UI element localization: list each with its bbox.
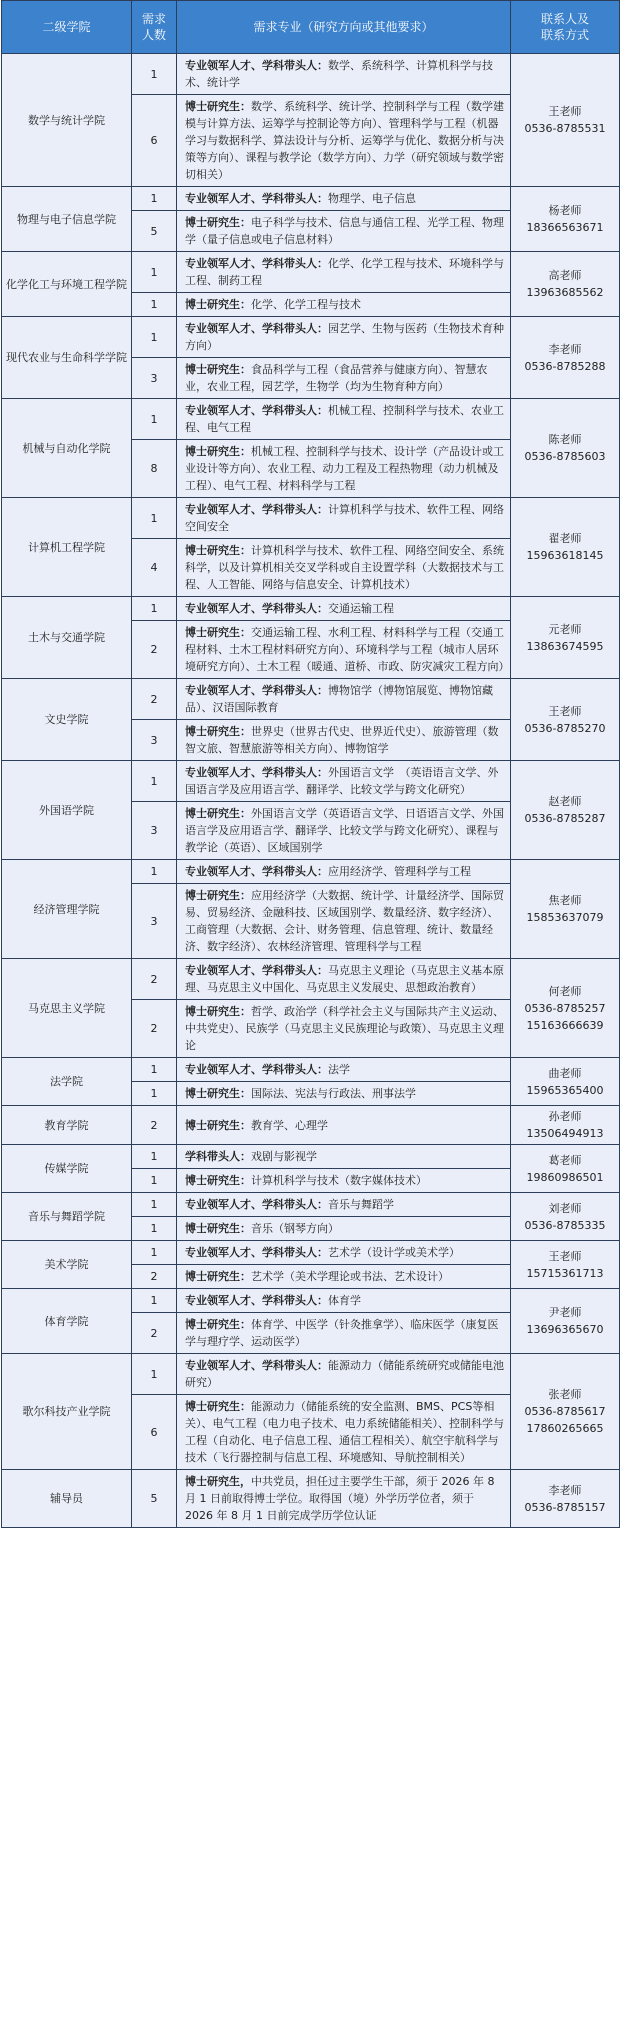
college-name: 法学院 [2,1058,132,1106]
requirement-cell [177,884,511,959]
requirement-cell [177,317,511,358]
contact-name: 张老师 [548,1388,582,1401]
requirement-text: 计算机科学与技术、软件工程、网络空间安全 [185,503,504,533]
header-college: 二级学院 [2,1,132,54]
requirement-cell [177,1193,511,1217]
table-row [2,317,620,358]
contact-name: 孙老师 [548,1110,582,1123]
requirement-label: 专业领军人才、学科带头人： [185,1294,328,1307]
requirement-text: 外国语言文学（英语语言文学、日语语言文学、外国语言学及应用语言学、翻译学、比较文学与跨文化研究）、课程与教学论（英语）、区域国别学 [185,807,504,854]
contact-phone: 0536-8785157 [524,1500,606,1514]
contact-name: 焦老师 [548,894,582,907]
contact-phone: 13506494913 [526,1127,604,1140]
contact-phone: 15963618145 [526,549,604,562]
requirement-cell [177,959,511,1000]
requirement-label: 博士研究生： [185,807,251,820]
requirement-label: 博士研究生： [185,1005,251,1018]
requirement-cell [177,252,511,293]
requirement-cell [177,1470,511,1528]
recruitment-table [1,0,620,1528]
demand-count: 2 [132,1106,177,1145]
college-name: 体育学院 [2,1289,132,1354]
demand-count: 6 [132,1395,177,1470]
requirement-label: 专业领军人才、学科带头人： [185,1063,328,1076]
table-row [2,187,620,211]
contact-cell [511,54,620,187]
college-name: 外国语学院 [2,761,132,860]
contact-phone: 0536-8785257 [524,1001,606,1015]
demand-count: 2 [132,679,177,720]
table-row [2,1193,620,1217]
contact-phone: 13863674595 [526,639,604,653]
requirement-cell [177,720,511,761]
requirement-label: 专业领军人才、学科带头人： [185,865,328,878]
college-name: 辅导员 [2,1470,132,1528]
college-name: 数学与统计学院 [2,54,132,187]
requirement-cell [177,1082,511,1106]
requirement-text: 机械工程、控制科学与技术、农业工程、电气工程 [185,404,504,434]
contact-name: 元老师 [548,622,582,636]
contact-name: 翟老师 [548,532,582,545]
contact-phone: 0536-8785335 [524,1218,606,1232]
requirement-text: 法学 [328,1063,350,1076]
requirement-text: 化学、化学工程与技术 [251,298,361,311]
demand-count: 3 [132,720,177,761]
requirement-text: 机械工程、控制科学与技术、设计学（产品设计或工业设计等方向）、农业工程、动力工程及工程热物理（动力机械及工程）、电气工程、材料科学与工程 [185,445,504,492]
demand-count: 4 [132,539,177,597]
contact-name: 尹老师 [548,1306,582,1319]
contact-name: 刘老师 [548,1201,582,1215]
contact-cell [511,1193,620,1241]
demand-count: 1 [132,1193,177,1217]
contact-name: 王老师 [548,704,582,718]
demand-count: 1 [132,252,177,293]
requirement-cell [177,1106,511,1145]
college-name: 土木与交通学院 [2,597,132,679]
college-name: 教育学院 [2,1106,132,1145]
demand-count: 1 [132,498,177,539]
contact-phone: 13963685562 [526,286,604,299]
demand-count: 1 [132,54,177,95]
contact-phone: 15715361713 [526,1266,604,1280]
contact-phone: 0536-8785287 [524,812,606,825]
college-name: 美术学院 [2,1241,132,1289]
table-row [2,498,620,539]
demand-count: 2 [132,621,177,679]
requirement-label: 博士研究生， [185,1475,251,1488]
requirement-label: 博士研究生： [185,445,251,458]
contact-name: 陈老师 [548,433,582,446]
requirement-cell [177,1241,511,1265]
demand-count: 1 [132,1082,177,1106]
requirement-text: 电子科学与技术、信息与通信工程、光学工程、物理学（量子信息或电子信息材料） [185,216,504,246]
demand-count: 1 [132,317,177,358]
requirement-label: 博士研究生： [185,626,251,639]
requirement-cell [177,440,511,498]
requirement-label: 专业领军人才、学科带头人： [185,322,328,335]
requirement-cell [177,95,511,187]
contact-phone: 13696365670 [526,1323,604,1336]
requirement-text: 体育学、中医学（针灸推拿学）、临床医学（康复医学与理疗学、运动医学） [185,1318,499,1348]
requirement-label: 博士研究生： [185,1118,251,1132]
requirement-text: 马克思主义理论（马克思主义基本原理、马克思主义中国化、马克思主义发展史、思想政治教育） [185,964,504,994]
table-row [2,399,620,440]
table-row [2,1145,620,1169]
demand-count: 3 [132,358,177,399]
contact-name: 葛老师 [548,1153,582,1167]
demand-count: 8 [132,440,177,498]
header-requirement: 需求专业（研究方向或其他要求） [177,1,511,54]
requirement-cell [177,1313,511,1354]
requirement-label: 专业领军人才、学科带头人： [185,1198,328,1211]
demand-count: 1 [132,1217,177,1241]
requirement-text: 能源动力（储能系统研究或储能电池研究） [185,1359,504,1389]
contact-name: 杨老师 [548,204,582,217]
table-header-row [2,1,620,54]
requirement-text: 博物馆学（博物馆展览、博物馆藏品）、汉语国际教育 [185,684,493,714]
demand-count: 1 [132,1169,177,1193]
contact-name: 王老师 [548,1249,582,1263]
contact-cell [511,597,620,679]
demand-count: 3 [132,884,177,959]
contact-phone: 15163666639 [526,1018,604,1032]
demand-count: 2 [132,1000,177,1058]
requirement-label: 专业领军人才、学科带头人： [185,684,328,697]
requirement-text: 应用经济学、管理科学与工程 [328,865,471,878]
contact-cell [511,1058,620,1106]
requirement-cell [177,1058,511,1082]
college-name: 传媒学院 [2,1145,132,1193]
requirement-text: 教育学、心理学 [251,1118,328,1132]
requirement-label: 专业领军人才、学科带头人： [185,59,328,72]
requirement-text: 计算机科学与技术、软件工程、网络空间安全、系统科学，以及计算机相关交叉学科或自主设置学科（大数据技术与工程、人工智能、网络与信息安全、计算机技术） [185,544,504,591]
college-name: 化学化工与环境工程学院 [2,252,132,317]
table-row [2,597,620,621]
requirement-cell [177,399,511,440]
demand-count: 3 [132,802,177,860]
table-row [2,1470,620,1528]
requirement-text: 音乐与舞蹈学 [328,1198,394,1211]
demand-count: 2 [132,1313,177,1354]
requirement-text: 国际法、宪法与行政法、刑事法学 [251,1087,416,1100]
contact-phone: 0536-8785603 [524,450,606,463]
requirement-label: 博士研究生： [185,216,251,229]
requirement-cell [177,597,511,621]
header-count: 需求 人数 [132,1,177,54]
requirement-text: 中共党员，担任过主要学生干部，须于 2026 年 8 月 1 日前取得博士学位。取得国（境）外学历学位者，须于 2026 年 8 月 1 日前完成学历学位认证 [185,1475,495,1522]
contact-cell [511,1106,620,1145]
requirement-cell [177,621,511,679]
contact-cell [511,1289,620,1354]
requirement-label: 专业领军人才、学科带头人： [185,1246,328,1259]
table-row [2,1354,620,1395]
requirement-text: 音乐（钢琴方向） [251,1222,339,1235]
requirement-label: 博士研究生： [185,889,251,902]
requirement-cell [177,1000,511,1058]
contact-phone: 0536-8785531 [524,122,606,135]
contact-name: 李老师 [548,342,582,356]
requirement-cell [177,293,511,317]
requirement-label: 博士研究生： [185,363,251,376]
contact-phone: 15965365400 [526,1083,604,1097]
requirement-text: 艺术学（设计学或美术学） [328,1246,460,1259]
requirement-cell [177,358,511,399]
college-name: 现代农业与生命科学学院 [2,317,132,399]
requirement-cell [177,54,511,95]
requirement-label: 专业领军人才、学科带头人： [185,503,328,516]
demand-count: 1 [132,860,177,884]
table-row [2,252,620,293]
contact-name: 赵老师 [548,795,582,808]
requirement-label: 学科带头人： [185,1150,251,1163]
contact-cell [511,959,620,1058]
requirement-label: 博士研究生： [185,298,251,311]
requirement-label: 博士研究生： [185,1318,251,1331]
requirement-cell [177,1145,511,1169]
college-name: 文史学院 [2,679,132,761]
contact-phone: 19860986501 [526,1170,604,1184]
table-row [2,860,620,884]
table-row [2,1106,620,1145]
requirement-cell [177,802,511,860]
demand-count: 2 [132,1265,177,1289]
contact-cell [511,399,620,498]
contact-cell [511,1470,620,1528]
requirement-text: 戏剧与影视学 [251,1150,317,1163]
table-row [2,54,620,95]
requirement-label: 博士研究生： [185,1087,251,1100]
requirement-cell [177,539,511,597]
demand-count: 5 [132,211,177,252]
college-name: 歌尔科技产业学院 [2,1354,132,1470]
college-name: 计算机工程学院 [2,498,132,597]
contact-cell [511,187,620,252]
requirement-cell [177,679,511,720]
demand-count: 1 [132,1289,177,1313]
requirement-text: 计算机科学与技术（数字媒体技术） [251,1174,427,1187]
requirement-label: 博士研究生： [185,1174,251,1187]
requirement-label: 专业领军人才、学科带头人： [185,257,328,270]
contact-cell [511,1241,620,1289]
contact-cell [511,1145,620,1193]
contact-phone: 0536-8785270 [524,721,606,735]
demand-count: 2 [132,959,177,1000]
requirement-label: 博士研究生： [185,725,251,738]
requirement-text: 食品科学与工程（食品营养与健康方向）、智慧农业，农业工程，园艺学，生物学（均为生物育种方向） [185,363,488,393]
requirement-label: 博士研究生： [185,1270,251,1283]
contact-cell [511,498,620,597]
header-contact: 联系人及 联系方式 [511,1,620,54]
requirement-cell [177,187,511,211]
requirement-label: 博士研究生： [185,100,251,113]
table-row [2,959,620,1000]
college-name: 马克思主义学院 [2,959,132,1058]
requirement-label: 专业领军人才、学科带头人： [185,964,328,977]
requirement-cell [177,211,511,252]
contact-phone: 18366563671 [526,221,604,234]
requirement-cell [177,1354,511,1395]
contact-cell [511,860,620,959]
demand-count: 1 [132,597,177,621]
requirement-label: 专业领军人才、学科带头人： [185,766,328,779]
requirement-label: 专业领军人才、学科带头人： [185,602,328,615]
demand-count: 1 [132,399,177,440]
requirement-label: 专业领军人才、学科带头人： [185,404,328,417]
table-row [2,1241,620,1265]
contact-name: 高老师 [548,269,582,282]
requirement-cell [177,1395,511,1470]
contact-phone: 0536-8785617 [524,1405,606,1418]
requirement-label: 博士研究生： [185,1400,251,1413]
demand-count: 6 [132,95,177,187]
requirement-label: 博士研究生： [185,1222,251,1235]
table-row [2,1289,620,1313]
contact-phone: 15853637079 [526,911,604,924]
table-row [2,761,620,802]
requirement-text: 能源动力（储能系统的安全监测、BMS、PCS等相关）、电气工程（电力电子技术、电力系统储能相关）、控制科学与工程（自动化、电子信息工程、通信工程相关）、航空宇航科学与技术（飞行器控制与信息工程、环境感知、导航控制相关） [185,1400,504,1464]
requirement-label: 专业领军人才、学科带头人： [185,192,328,205]
contact-name: 何老师 [548,984,582,998]
requirement-cell [177,860,511,884]
requirement-label: 博士研究生： [185,544,251,557]
requirement-text: 物理学、电子信息 [328,192,416,205]
requirement-text: 应用经济学（大数据、统计学、计量经济学、国际贸易、贸易经济、金融科技、区域国别学、数量经济、数字经济）、工商管理（大数据、会计、财务管理、信息管理、统计、数量经济、数字经济）、农林经济管理、管理科学与工程 [185,889,504,953]
demand-count: 1 [132,293,177,317]
requirement-text: 外国语言文学 （英语语言文学、外国语言学及应用语言学、翻译学、比较文学与跨文化研究） [185,766,499,796]
demand-count: 1 [132,1145,177,1169]
college-name: 机械与自动化学院 [2,399,132,498]
contact-phone: 0536-8785288 [524,359,606,373]
requirement-cell [177,1289,511,1313]
requirement-text: 哲学、政治学（科学社会主义与国际共产主义运动、中共党史）、民族学（马克思主义民族理论与政策）、马克思主义理论 [185,1005,504,1052]
table-row [2,679,620,720]
table-body [2,54,620,1528]
contact-cell [511,761,620,860]
requirement-text: 体育学 [328,1294,361,1307]
requirement-cell [177,1169,511,1193]
requirement-cell [177,1265,511,1289]
college-name: 物理与电子信息学院 [2,187,132,252]
contact-cell [511,679,620,761]
contact-phone: 17860265665 [526,1422,604,1435]
requirement-cell [177,761,511,802]
requirement-text: 交通运输工程、水利工程、材料科学与工程（交通工程材料、土木工程材料研究方向）、环境科学与工程（城市人居环境研究方向）、土木工程（暖通、道桥、市政、防灾减灾工程方向） [185,626,510,673]
contact-cell [511,1354,620,1470]
demand-count: 1 [132,1354,177,1395]
requirement-text: 化学、化学工程与技术、环境科学与工程、制药工程 [185,257,504,287]
contact-name: 王老师 [548,105,582,118]
requirement-label: 专业领军人才、学科带头人： [185,1359,328,1372]
requirement-text: 数学、系统科学、计算机科学与技术、统计学 [185,59,493,89]
requirement-text: 园艺学、生物与医药（生物技术育种方向） [185,322,504,352]
demand-count: 1 [132,1241,177,1265]
requirement-text: 交通运输工程 [328,602,394,615]
requirement-cell [177,498,511,539]
demand-count: 1 [132,1058,177,1082]
requirement-text: 艺术学（美术学理论或书法、艺术设计） [251,1270,449,1283]
contact-cell [511,252,620,317]
demand-count: 1 [132,761,177,802]
contact-name: 李老师 [548,1483,582,1497]
demand-count: 5 [132,1470,177,1528]
requirement-text: 世界史（世界古代史、世界近代史）、旅游管理（数智文旅、智慧旅游等相关方向）、博物馆学 [185,725,499,755]
requirement-text: 数学、系统科学、统计学、控制科学与工程（数学建模与计算方法、运筹学与控制论等方向）、管理科学与工程（机器学习与数据科学、算法设计与分析、运筹学与优化、数据分析与决策等方向）、课程与教学论（数学方向）、力学（研究领域与数学密切相关） [185,100,504,181]
demand-count: 1 [132,187,177,211]
college-name: 经济管理学院 [2,860,132,959]
contact-name: 曲老师 [548,1066,582,1080]
college-name: 音乐与舞蹈学院 [2,1193,132,1241]
table-row [2,1058,620,1082]
contact-cell [511,317,620,399]
requirement-cell [177,1217,511,1241]
